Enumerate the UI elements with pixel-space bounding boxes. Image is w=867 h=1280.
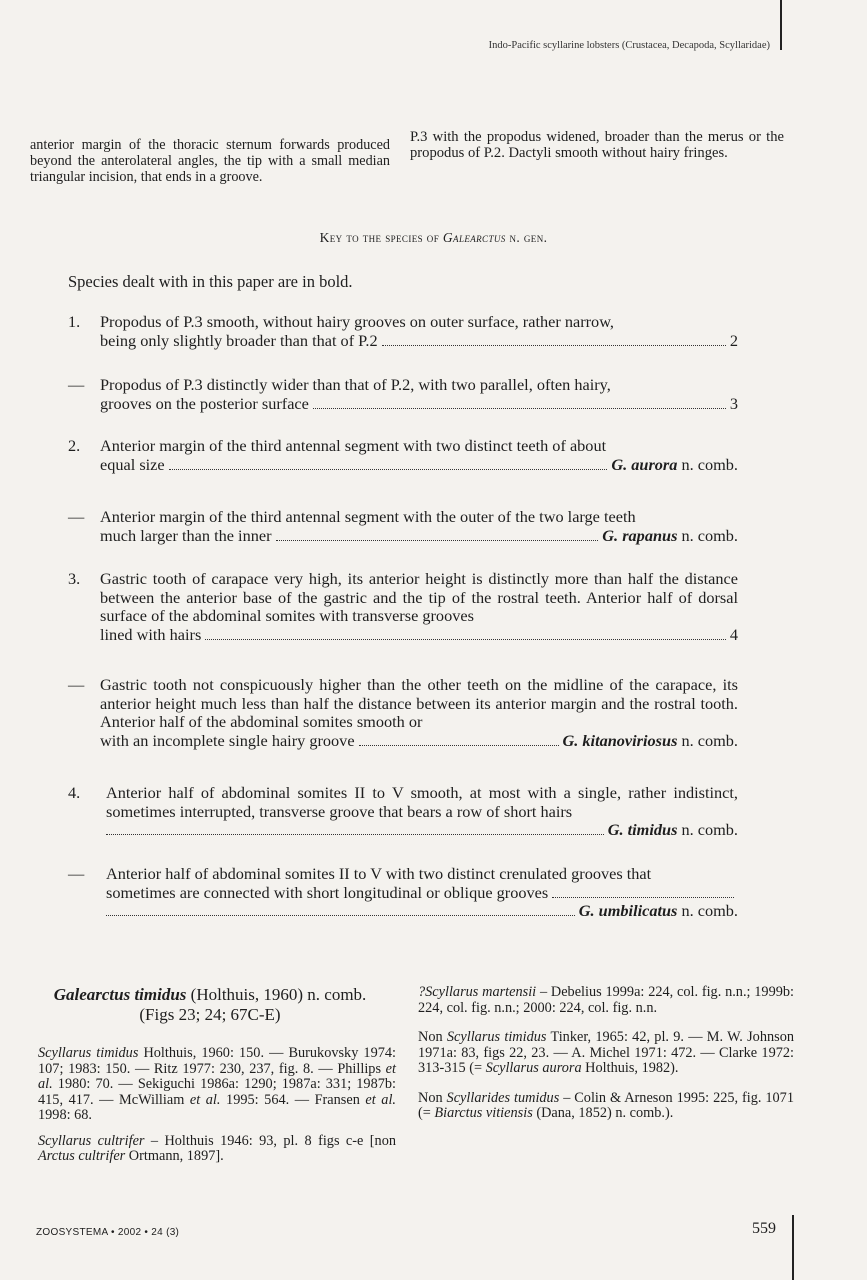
entry-dash: — — [68, 375, 85, 394]
citation-text: 1998: 68. — [38, 1107, 93, 1123]
entry-text: Propodus of P.3 distinctly wider than that of P.2, with two parallel, often hairy, — [100, 375, 611, 394]
heading-figs: (Figs 23; 24; 67C-E) — [139, 1005, 281, 1024]
citation-text: Holthuis, 1982). — [581, 1060, 679, 1076]
species-name: G. aurora — [611, 454, 678, 474]
taxon-name: Scyllarus timidus — [446, 1029, 547, 1045]
citation-text: Non — [418, 1029, 447, 1045]
entry-last-line: grooves on the posterior surface — [100, 393, 309, 413]
key-entry-2-alt — [68, 508, 738, 545]
taxon-name: Scyllarides tumidus — [446, 1089, 560, 1106]
entry-last-line: being only slightly broader than that of P.2 — [100, 330, 378, 350]
species-suffix: n. comb. — [677, 820, 738, 839]
bottom-right-rule — [792, 1215, 794, 1280]
et-al: et al. — [189, 1091, 221, 1108]
entry-text: Anterior half of abdominal somites II to V with two distinct crenulated grooves that — [106, 864, 652, 883]
species-name: G. timidus — [607, 820, 678, 839]
key-entry-2 — [68, 437, 738, 474]
leader-dots — [313, 407, 726, 409]
top-right-paragraph: P.3 with the propodus widened, broader than the merus or the propodus of P.2. Dactyli smooth without hairy fringes. — [410, 129, 784, 161]
citation-text: – Colin & Arneson 1995: 225, fig. 1071 (= — [418, 1089, 794, 1121]
citation-text: Ortmann, 1897]. — [125, 1148, 224, 1164]
leader-dots — [359, 744, 559, 746]
entry-dash: — — [68, 507, 85, 526]
top-right-rule — [780, 0, 782, 50]
key-entry-3 — [68, 570, 738, 644]
citation-text: 1995: 564. — Fransen — [220, 1091, 366, 1108]
species-suffix: n. comb. — [677, 730, 738, 750]
journal-footer: ZOOSYSTEMA • 2002 • 24 (3) — [36, 1227, 180, 1238]
species-suffix: n. comb. — [677, 901, 738, 920]
synonymy-para-1 — [38, 1046, 396, 1124]
entry-result: 2 — [729, 330, 738, 350]
entry-text: Anterior half of abdominal somites II to V smooth, at most with a single, rather indistinct, sometimes interrupted, transverse groove that bears a row of short hairs — [106, 783, 738, 821]
entry-result: 4 — [729, 624, 738, 644]
entry-last-line: much larger than the inner — [100, 525, 272, 545]
leader-dots — [169, 468, 608, 470]
taxon-name: Scyllarus cultrifer — [38, 1132, 145, 1149]
et-al: et al. — [38, 1060, 396, 1092]
key-entry-3-alt — [68, 676, 738, 750]
taxon-name: Biarctus vitiensis — [434, 1105, 533, 1121]
taxon-name: Scyllarus aurora — [485, 1060, 582, 1076]
species-suffix: n. comb. — [677, 525, 738, 545]
synonymy-left — [38, 1046, 396, 1165]
leader-dots — [205, 638, 726, 640]
citation-text: Non — [418, 1089, 447, 1106]
taxon-name: Scyllarus timidus — [38, 1045, 139, 1061]
synonymy-para-1 — [418, 985, 794, 1016]
synonymy-para-2 — [38, 1134, 396, 1165]
entry-number: 4. — [68, 783, 81, 802]
key-entry-1 — [68, 313, 738, 350]
citation-text: Holthuis, 1960: 150. — Burukovsky 1974: 107; 1983: 150. — Ritz 1977: 230, 237, fig. 8. — Phillips — [38, 1045, 396, 1077]
entry-last-line: equal size — [100, 454, 165, 474]
synonymy-para-3 — [418, 1091, 794, 1122]
species-suffix: n. comb. — [677, 454, 738, 474]
citation-text: – Holthuis 1946: 93, pl. 8 figs c-e [non — [144, 1132, 397, 1149]
taxon-name: ?Scyllarus martensii — [418, 984, 537, 1000]
top-left-paragraph: anterior margin of the thoracic sternum forwards produced beyond the anterolateral angles, the tip with a small median triangular incision, that ends in a groove. — [30, 137, 390, 185]
running-head: Indo-Pacific scyllarine lobsters (Crustacea, Decapoda, Scyllaridae) — [488, 40, 770, 51]
entry-dash: — — [68, 864, 85, 883]
key-entry-1-alt — [68, 376, 738, 413]
taxon-name: Arctus cultrifer — [38, 1148, 126, 1164]
citation-text: – Debelius 1999a: 224, col. fig. n.n.; 1999b: 224, col. fig. n.n.; 2000: 224, col. fig. n.n. — [418, 984, 794, 1016]
entry-text: Gastric tooth not conspicuously higher than the other teeth on the midline of the carapace, its anterior height much less than half the distance between its anterior margin and the rostral tooth. Anterior half of the abdominal somites smooth or — [100, 675, 738, 731]
species-heading — [30, 985, 390, 1025]
key-title-genus: Galearctus — [442, 230, 506, 245]
entry-number: 1. — [68, 312, 81, 331]
species-name: G. umbilicatus — [578, 901, 678, 920]
synonymy-right — [418, 985, 794, 1122]
entry-number: 2. — [68, 436, 81, 455]
entry-last-line: with an incomplete single hairy groove — [100, 730, 355, 750]
key-title-a: Key to the species of — [319, 230, 443, 245]
et-al: et al. — [365, 1091, 396, 1108]
key-intro: Species dealt with in this paper are in bold. — [68, 272, 353, 291]
key-entry-4 — [68, 784, 738, 840]
key-title — [0, 230, 867, 246]
entry-text: Gastric tooth of carapace very high, its anterior height is distinctly more than half the distance between the anterior base of the gastric and the tip of the rostral teeth. Anterior half of dorsal surface of the abdominal somites with transverse grooves — [100, 569, 738, 625]
citation-text: Tinker, 1965: 42, pl. 9. — M. W. Johnson 1971a: 83, figs 22, 23. — A. Michel 1971: 472. — Clarke 1972: 313-315 (= — [418, 1029, 794, 1076]
page-number: 559 — [752, 1220, 776, 1237]
species-name: G. kitanoviriosus — [562, 730, 678, 750]
entry-result: 3 — [729, 393, 738, 413]
entry-dash: — — [68, 675, 85, 694]
leader-dots — [106, 914, 575, 916]
leader-dots — [276, 539, 599, 541]
key-title-b: n. gen. — [505, 230, 548, 245]
leader-dots — [552, 896, 734, 898]
entry-text: Propodus of P.3 smooth, without hairy grooves on outer surface, rather narrow, — [100, 312, 614, 331]
citation-text: (Dana, 1852) n. comb.). — [532, 1105, 674, 1121]
synonymy-para-2 — [418, 1030, 794, 1077]
heading-author: (Holthuis, 1960) n. comb. — [186, 985, 367, 1004]
citation-text: 1980: 70. — Sekiguchi 1986a: 1290; 1987a: 331; 1987b: 415, 417. — McWilliam — [38, 1076, 396, 1108]
key-entry-4-alt — [68, 865, 738, 921]
entry-text: Anterior margin of the third antennal segment with the outer of the two large teeth — [100, 507, 636, 526]
entry-mid-line: sometimes are connected with short longitudinal or oblique grooves — [106, 882, 549, 902]
species-name: G. rapanus — [602, 525, 678, 545]
entry-number: 3. — [68, 569, 81, 588]
entry-last-line: lined with hairs — [100, 624, 202, 644]
leader-dots — [382, 344, 726, 346]
leader-dots — [106, 833, 604, 835]
entry-text: Anterior margin of the third antennal segment with two distinct teeth of about — [100, 436, 607, 455]
heading-species-name: Galearctus timidus — [53, 985, 187, 1004]
